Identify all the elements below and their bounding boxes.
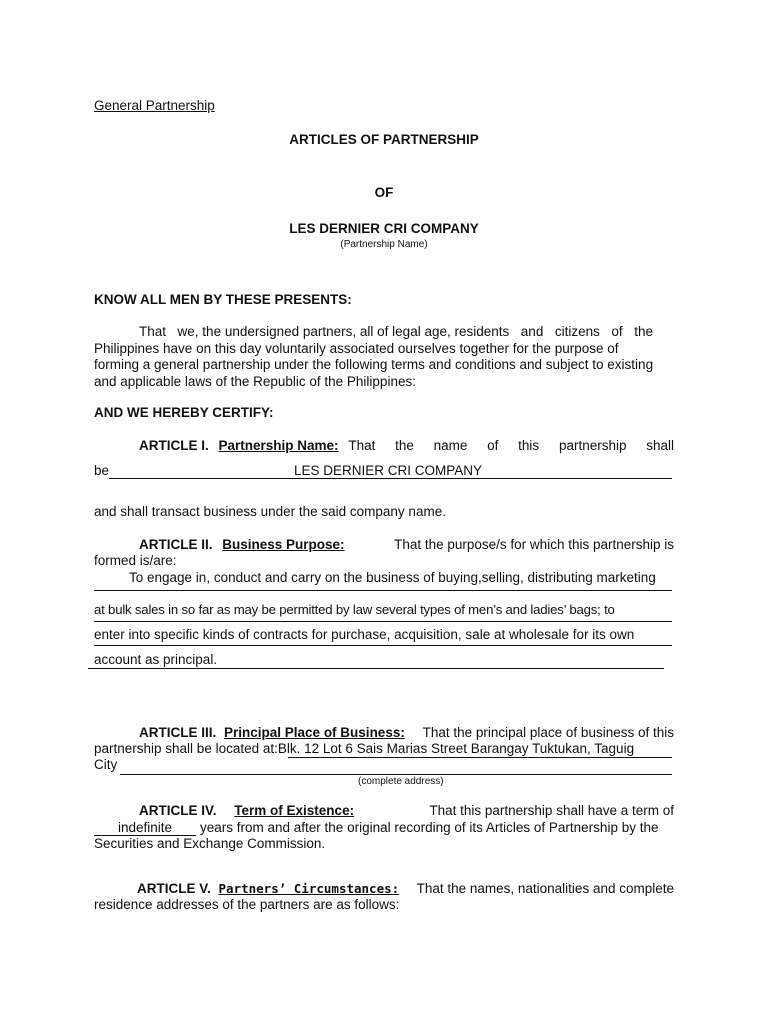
article-4-line-2-rest: years from and after the original recording of its Articles of Partnership by the [200,820,659,835]
article-5-line-1 [137,880,674,897]
article-3-label: ARTICLE III. [139,725,217,740]
intro-word: of [611,324,623,339]
intro-line-4: and applicable laws of the Republic of the Philippines: [94,374,416,389]
certify-heading: AND WE HEREBY CERTIFY: [94,405,274,420]
article-2-line-1-rest: That the purpose/s for which this partnership is [394,537,674,552]
article-3-address-caption: (complete address) [358,776,444,787]
article-5-heading: Partners’ Circumstances: [218,881,400,896]
article-2-line-1 [139,536,674,553]
article-5-line-1-rest: That the names, nationalities and complete [416,881,674,896]
article-1-be: be [94,463,110,478]
article-4-line-1-rest: That this partnership shall have a term of [429,803,674,818]
intro-word: citizens [554,324,600,339]
intro-word: and [520,324,544,339]
partnership-name-caption: (Partnership Name) [340,239,428,250]
article-3-location-prefix: partnership shall be located at: [94,741,278,756]
article-2-purpose-line-1: To engage in, conduct and carry on the business of buying,selling, distributing marketing [129,570,656,585]
article-4-heading: Term of Existence: [234,803,355,818]
article-1-word: partnership [558,438,627,453]
article-4-term-value: indefinite [118,820,173,835]
document-type-label: General Partnership [94,98,215,113]
article-3-line-2 [94,740,634,757]
article-1-after: and shall transact business under the said company name. [94,504,446,519]
article-1-word: shall [646,438,674,453]
article-3-line-1 [139,724,674,741]
article-1-name-fill: LES DERNIER CRI COMPANY [294,463,483,478]
article-2-fill-line [88,668,664,669]
article-2-purpose-line-4: account as principal. [94,652,218,667]
article-2-label: ARTICLE II. [139,537,213,552]
article-2-fill-line [94,645,672,646]
article-1-word: That [348,438,376,453]
article-2-fill-line [94,621,672,622]
article-1-fill-line [109,478,672,479]
article-1-line-1 [139,437,674,454]
article-1-word: name [433,438,468,453]
article-2-fill-line [94,590,672,591]
article-2-purpose-line-2: at bulk sales in so far as may be permitted by law several types of men’s and ladies’ bags; to [94,602,615,617]
article-4-line-1 [139,802,674,819]
article-3-address: Blk. 12 Lot 6 Sais Marias Street Barangay Tuktukan, Taguig [277,741,635,756]
intro-line-3: forming a general partnership under the following terms and conditions and subject to existing [94,357,654,372]
know-all-men-heading: KNOW ALL MEN BY THESE PRESENTS: [94,292,352,307]
article-4-label: ARTICLE IV. [139,803,217,818]
intro-word: we, the undersigned partners, all of legal age, residents [177,324,510,339]
article-2-line-2: formed is/are: [94,553,177,568]
article-1-heading: Partnership Name: [218,438,339,453]
article-2-purpose-line-3: enter into specific kinds of contracts for purchase, acquisition, sale at wholesale for its own [94,627,635,642]
title-of: OF [374,185,394,200]
company-name-heading: LES DERNIER CRI COMPANY [289,221,479,236]
document-title: ARTICLES OF PARTNERSHIP [289,132,479,147]
article-4-line-3: Securities and Exchange Commission. [94,836,326,851]
article-3-line-1-rest: That the principal place of business of this [422,725,674,740]
article-5-label: ARTICLE V. [137,881,211,896]
article-5-line-2: residence addresses of the partners are as follows: [94,897,400,912]
article-1-word: of [487,438,499,453]
article-2-heading: Business Purpose: [222,537,345,552]
intro-word: That [139,324,167,339]
intro-word: the [634,324,653,339]
article-1-word: this [518,438,540,453]
article-3-address-line [288,757,672,758]
intro-line-1 [139,323,653,340]
article-1-label: ARTICLE I. [139,438,209,453]
intro-line-2: Philippines have on this day voluntarily associated ourselves together for the purpose of [94,341,619,356]
article-3-heading: Principal Place of Business: [224,725,405,740]
article-1-word: the [395,438,414,453]
article-3-address-city: City [94,757,118,772]
